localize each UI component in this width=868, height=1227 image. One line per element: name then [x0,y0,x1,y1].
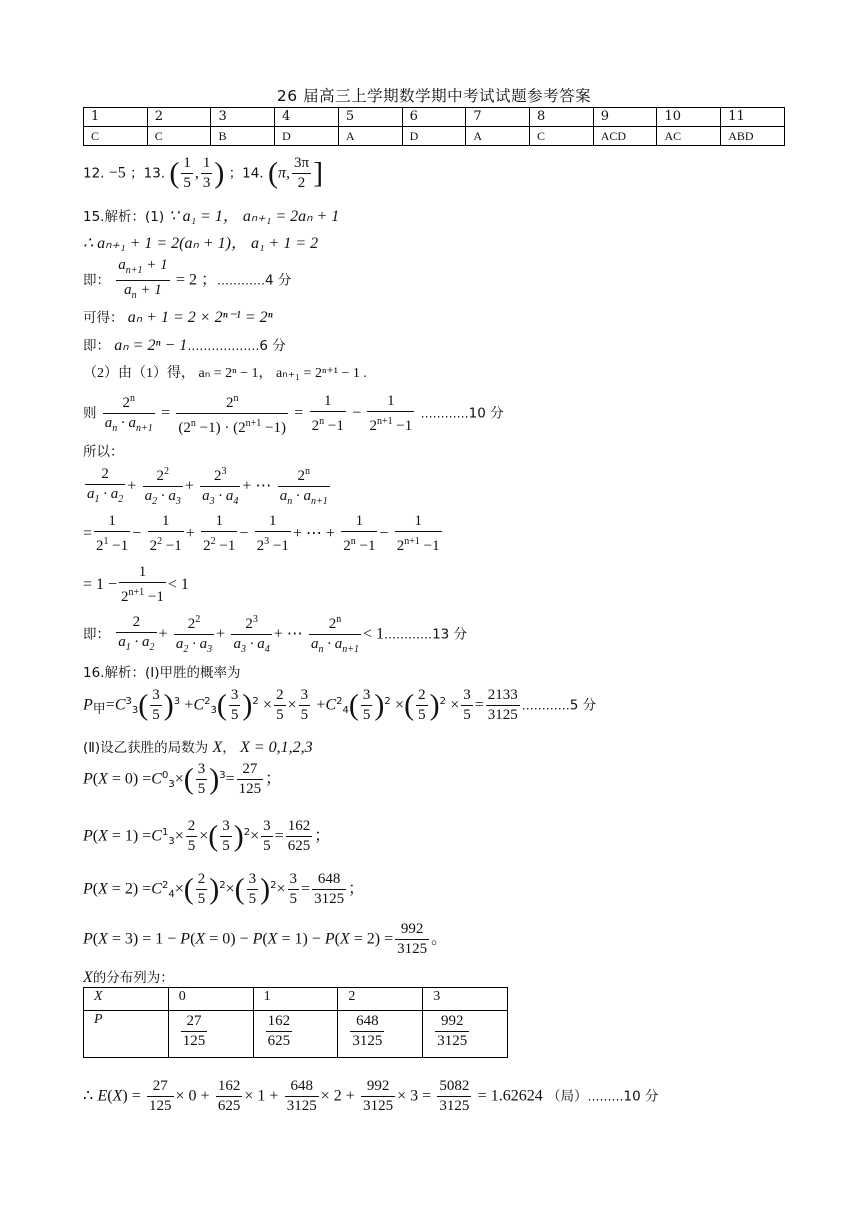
q15-ze: 则 [83,405,97,422]
p1-num: 162 [286,817,313,837]
answer-number: 8 [530,108,594,127]
q16-score-10: 10 分 [623,1088,659,1105]
q15-line-3: 即： $\frac{a_{n+1} + 1}{a_n + 1}$ = 2 ；…………4 分 [83,257,292,301]
exp-p2-den: 3125 [286,1098,317,1114]
p-jia-den: 3125 [487,707,518,723]
dist-prob-row [84,1011,508,1058]
dist-p0-num: 27 [181,1012,208,1032]
q15-line-2 [83,230,318,253]
answer-number: 9 [593,108,657,127]
answer-number: 11 [721,108,785,127]
dist-header-cell: 0 [168,988,253,1011]
p0-num: 27 [237,760,264,780]
q15-step-9-prefix: 即： [83,626,110,643]
q14-frac-num: 3π [292,154,311,174]
q15-score-6: 6 分 [259,338,286,354]
q15-score-10: 10 分 [468,405,504,422]
q15-line-8 [83,440,124,460]
exp-p3-den: 3125 [363,1098,394,1114]
answer-choice: ACD [593,127,657,146]
q15-step-3-prefix: 即： [83,272,110,289]
q14-label: ；14. [228,165,264,182]
q16-score-5: 5 分 [569,697,597,714]
q16-p1-line: $P(X = 1) =C^1_3\times$ $\frac{2}{5}$ ×( $\frac{3}{5}$ )$^2$× $\frac{3}{5}$ = $\frac{162}{625}$ ； [83,818,331,854]
dist-cell-1 [253,1011,338,1058]
exp-p2-num: 648 [285,1077,319,1097]
q15-score-4: 4 分 [265,272,292,289]
answer-choice: C [530,127,594,146]
q16-part-2: (Ⅱ)设乙获胜的局数为 [83,740,209,756]
answer-choice: C [147,127,211,146]
dist-p3-den: 3125 [437,1033,468,1049]
fill-in-answers: 12. −5 ；13. ( $\frac{1}{5}$ , $\frac{1}{3}$ ) ；14. (π, $\frac{3\pi}{2}$ ] [83,155,324,191]
dist-row-label: P [84,1011,169,1058]
dist-cell-3 [423,1011,508,1058]
p2-num: 648 [312,870,346,890]
dist-cell-0 [168,1011,253,1058]
p-jia-num: 2133 [486,686,520,706]
answer-table-answers-row [84,127,785,146]
q15-line-7: 则 $\frac{2^n}{a_n \cdot a_{n+1}}$ = $\frac{2^n}{(2^n -1) \cdot (2^{n+1} -1)}$ = $\frac{1}{2^n -1}$ − $\frac{1}{2^{n+1} -1}$ …………10 分 [83,389,504,438]
dist-p3-num: 992 [435,1012,469,1032]
q13-label: ；13. [130,165,166,182]
exp-p1-den: 625 [217,1098,241,1114]
page-title: 26 届高三上学期数学期中考试试题参考答案 [276,87,592,105]
answer-number: 5 [338,108,402,127]
q14-frac-den: 2 [297,175,306,191]
p0-den: 125 [238,781,262,797]
answer-number: 3 [211,108,275,127]
dist-p2-num: 648 [350,1012,384,1032]
answer-number: 4 [275,108,339,127]
answer-number: 1 [84,108,148,127]
dist-header-cell: 3 [423,988,508,1011]
q16-p0-line: $P(X = 0) =C^0_3\times$( $\frac{3}{5}$ )$^3$= $\frac{27}{125}$ ； [83,761,282,797]
q15-telescoping-line: = $\frac{1}{2^1 -1}$ − $\frac{1}{2^2 -1}$ + $\frac{1}{2^2 -1}$ − $\frac{1}{2^3 -1}$ + ⋯ + $\frac{1}{2^n -1}$ − $\frac{1}{2^{n+1} -1}$ [83,513,440,554]
expect-den: 3125 [439,1098,470,1114]
answer-choice: AC [657,127,721,146]
q15-condition: ∵ a₁ = 1， aₙ₊₁ = 2aₙ + 1 [168,208,340,225]
q15-step-5: aₙ = 2ⁿ − 1 [114,337,188,354]
p1-den: 625 [287,838,311,854]
distribution-table [83,987,508,1058]
dist-p1-num: 162 [266,1012,293,1032]
q15-suoyi: 所以： [83,444,124,460]
dist-header-cell: 2 [338,988,423,1011]
q16-label: 16.解析：(Ⅰ)甲胜的概率为 [83,665,241,681]
answer-choice: A [338,127,402,146]
q15-step-5-prefix: 即： [83,338,110,354]
q14-pi: π, [277,164,290,182]
q15-line-1 [83,203,339,226]
dist-header-cell: 1 [253,988,338,1011]
q15-part-2: （2）由（1）得， aₙ = 2ⁿ − 1， aₙ₊₁ = 2ⁿ⁺¹ − 1 . [83,366,367,381]
q15-sum-line: $\frac{2}{a_1 \cdot a_2}$ + $\frac{2^2}{a_2 \cdot a_3}$ + $\frac{2^3}{a_3 \cdot a_4}$ + ⋯ $\frac{2^n}{a_n \cdot a_{n+1}}$ [83,462,332,511]
q16-expectation-line: ∴ E(X) = $\frac{27}{125}$ × 0 + $\frac{162}{625}$ × 1 + $\frac{648}{3125}$ × 2 + $\frac{992}{3125}$ × 3 = $\frac{5082}{3125}$ = 1.62624 （局）………10 分 [83,1078,659,1114]
dist-cell-2 [338,1011,423,1058]
dist-p2-den: 3125 [352,1033,383,1049]
answer-table [83,107,785,146]
answer-choice: D [402,127,466,146]
q16-p-jia-line: $P_甲=C^3_3$( $\frac{3}{5}$ )$^3 +C^2_3$( $\frac{3}{5}$ )$^2$ × $\frac{2}{5}$ × $\frac{3}{5}$ $+C^2_4$( $\frac{3}{5}$ )$^2$ ×( $\frac{2}{5}$ )$^2$ × $\frac{3}{5}$ = $\frac{2133}{3125}$ …………5 分 [83,687,597,723]
q15-line-4 [83,306,273,327]
answer-number: 7 [466,108,530,127]
q16-p2-line: $P(X = 2) =C^2_4\times$( $\frac{2}{5}$ )$^2$×( $\frac{3}{5}$ )$^2$× $\frac{3}{5}$ = $\frac{648}{3125}$ ； [83,871,365,907]
q12-label: 12. [83,165,105,182]
expect-num: 5082 [437,1077,471,1097]
q16-p3-line: P(X = 3) = 1 − P(X = 0) − P(X = 1) − P(X = 2) = $\frac{992}{3125}$ 。 [83,921,448,957]
q15-line-6 [83,362,367,382]
answer-number: 10 [657,108,721,127]
dist-p0-den: 125 [182,1033,206,1049]
dist-header-cell: X [84,988,169,1011]
q12-value: −5 [108,164,126,182]
answer-choice: C [84,127,148,146]
answer-choice: B [211,127,275,146]
q16-dist-label: 的分布列为： [92,970,174,986]
exp-p0-num: 27 [147,1077,174,1097]
q16-line-1 [83,661,240,681]
q15-conclusion-line: 即： $\frac{2}{a_1 \cdot a_2}$ + $\frac{2^2}{a_2 \cdot a_3}$ + $\frac{2^3}{a_3 \cdot a_4}$ + ⋯ $\frac{2^n}{a_n \cdot a_{n+1}}$ < 1…………13 分 [83,610,467,659]
q15-label: 15.解析：(1) [83,209,165,225]
q15-score-13: 13 分 [432,626,468,643]
answer-choice: D [275,127,339,146]
exp-p3-num: 992 [361,1077,395,1097]
dist-p1-den: 625 [267,1033,291,1049]
answer-choice: A [466,127,530,146]
answer-choice: ABD [721,127,785,146]
answer-number: 6 [402,108,466,127]
q16-part-2-vals: X = 0,1,2,3 [240,739,313,756]
q15-step-4-prefix: 可得： [83,310,124,326]
expect-decimal: = 1.62624 [477,1087,543,1105]
q15-step-2: ∴ aₙ₊₁ + 1 = 2(aₙ + 1)， a₁ + 1 = 2 [83,235,319,252]
expect-unit: （局） [547,1088,588,1105]
q16-part-2-line: (Ⅱ)设乙获胜的局数为 X， X = 0,1,2,3 [83,739,313,756]
p3-den: 3125 [397,941,428,957]
q15-step-4: aₙ + 1 = 2 × 2ⁿ⁻¹ = 2ⁿ [127,309,273,326]
p3-num: 992 [395,920,429,940]
q16-dist-label-line: X的分布列为： [83,969,174,986]
answer-table-numbers-row [84,108,785,127]
answer-number: 2 [147,108,211,127]
q15-result-line: = 1 − $\frac{1}{2^{n+1} -1}$ < 1 [83,564,189,605]
exp-p0-den: 125 [149,1098,172,1114]
p2-den: 3125 [314,891,345,907]
q15-line-5: 即： aₙ = 2ⁿ − 1………………6 分 [83,337,286,354]
dist-header-row [84,988,508,1011]
exp-p1-num: 162 [216,1077,243,1097]
